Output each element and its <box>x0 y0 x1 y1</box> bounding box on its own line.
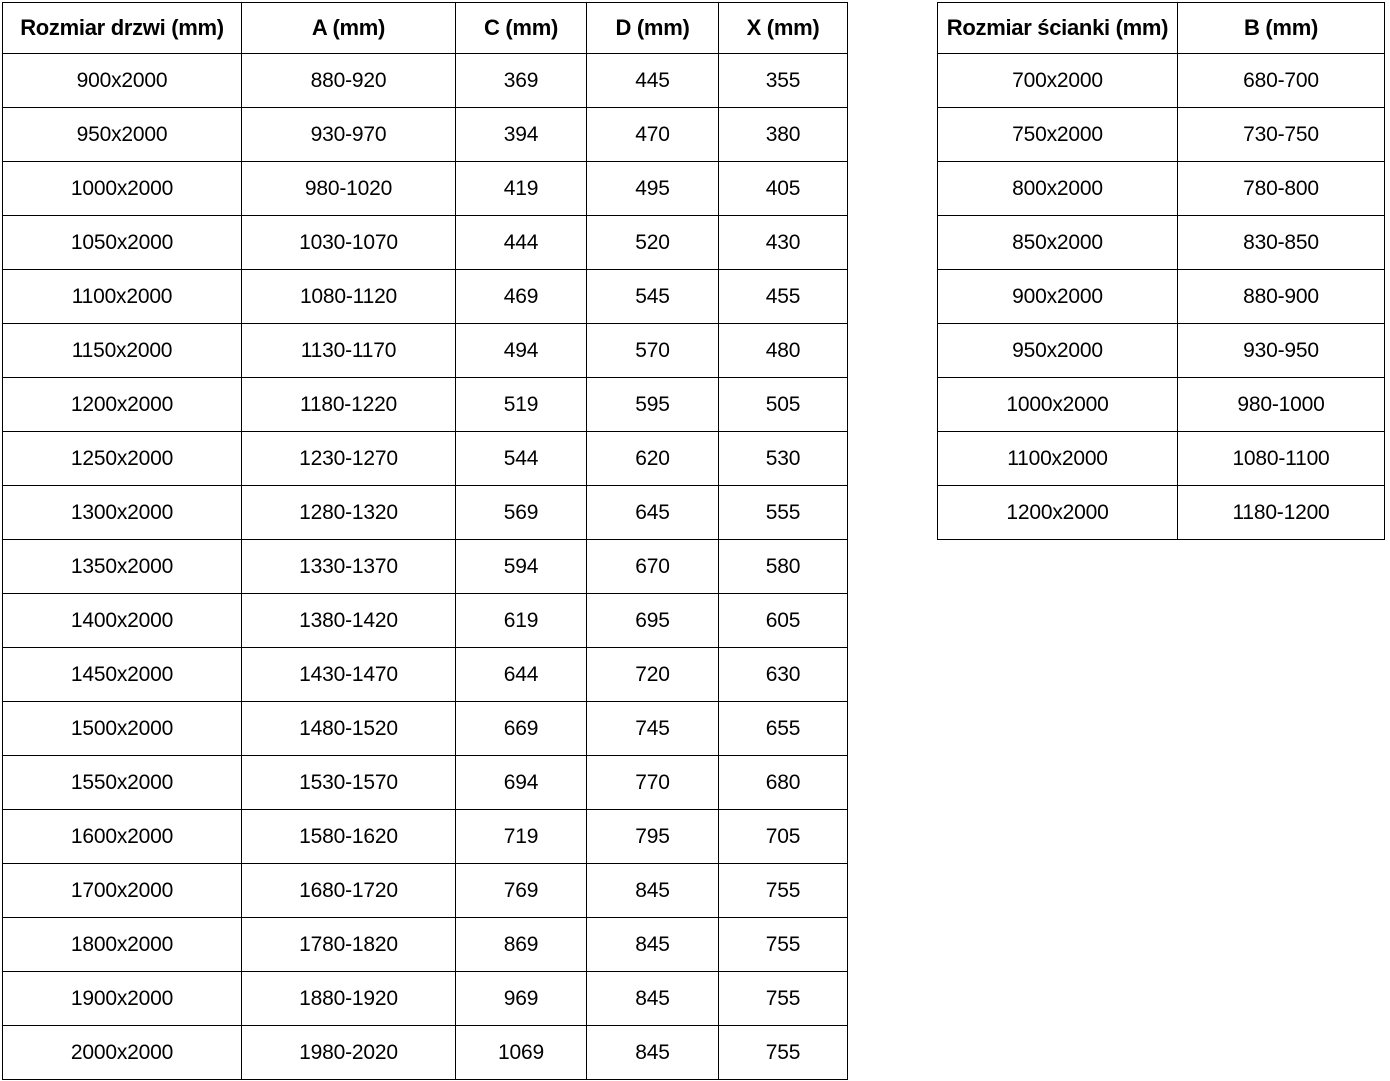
door-table-header-row <box>3 3 848 54</box>
table-cell: 1100x2000 <box>938 432 1178 486</box>
table-cell: 555 <box>719 486 848 540</box>
table-cell: 520 <box>587 216 719 270</box>
table-row <box>3 864 848 918</box>
table-row <box>3 540 848 594</box>
table-cell: 1530-1570 <box>242 756 456 810</box>
table-row <box>3 1026 848 1080</box>
table-row <box>938 486 1385 540</box>
table-row <box>3 756 848 810</box>
table-cell: 1050x2000 <box>3 216 242 270</box>
table-cell: 705 <box>719 810 848 864</box>
table-row <box>938 108 1385 162</box>
table-cell: 880-900 <box>1178 270 1385 324</box>
table-row <box>3 702 848 756</box>
table-cell: 494 <box>456 324 587 378</box>
table-cell: 1800x2000 <box>3 918 242 972</box>
table-cell: 845 <box>587 864 719 918</box>
table-cell: 900x2000 <box>938 270 1178 324</box>
column-header: C (mm) <box>456 3 587 54</box>
table-cell: 800x2000 <box>938 162 1178 216</box>
table-row <box>3 432 848 486</box>
table-row <box>938 432 1385 486</box>
table-cell: 1130-1170 <box>242 324 456 378</box>
table-cell: 444 <box>456 216 587 270</box>
door-dimensions-table <box>2 2 848 1080</box>
table-cell: 430 <box>719 216 848 270</box>
table-cell: 1900x2000 <box>3 972 242 1026</box>
table-cell: 755 <box>719 972 848 1026</box>
table-cell: 394 <box>456 108 587 162</box>
table-cell: 594 <box>456 540 587 594</box>
table-cell: 850x2000 <box>938 216 1178 270</box>
table-cell: 1180-1200 <box>1178 486 1385 540</box>
table-cell: 1200x2000 <box>3 378 242 432</box>
table-row <box>3 270 848 324</box>
table-cell: 1600x2000 <box>3 810 242 864</box>
table-cell: 1280-1320 <box>242 486 456 540</box>
column-header: Rozmiar ścianki (mm) <box>938 3 1178 54</box>
table-row <box>3 216 848 270</box>
table-cell: 1700x2000 <box>3 864 242 918</box>
table-cell: 419 <box>456 162 587 216</box>
table-cell: 830-850 <box>1178 216 1385 270</box>
table-cell: 669 <box>456 702 587 756</box>
table-row <box>3 108 848 162</box>
column-header: B (mm) <box>1178 3 1385 54</box>
table-cell: 1500x2000 <box>3 702 242 756</box>
table-row <box>3 486 848 540</box>
table-cell: 845 <box>587 972 719 1026</box>
table-cell: 1580-1620 <box>242 810 456 864</box>
dimension-tables <box>2 2 1390 1080</box>
table-cell: 455 <box>719 270 848 324</box>
table-cell: 519 <box>456 378 587 432</box>
table-cell: 2000x2000 <box>3 1026 242 1080</box>
table-cell: 630 <box>719 648 848 702</box>
table-cell: 950x2000 <box>3 108 242 162</box>
table-cell: 580 <box>719 540 848 594</box>
table-cell: 670 <box>587 540 719 594</box>
table-cell: 545 <box>587 270 719 324</box>
table-cell: 1550x2000 <box>3 756 242 810</box>
table-cell: 1000x2000 <box>3 162 242 216</box>
table-cell: 1180-1220 <box>242 378 456 432</box>
table-cell: 755 <box>719 918 848 972</box>
wall-dimensions-table <box>937 2 1385 540</box>
table-cell: 695 <box>587 594 719 648</box>
table-row <box>3 810 848 864</box>
table-row <box>3 378 848 432</box>
table-cell: 569 <box>456 486 587 540</box>
table-cell: 930-950 <box>1178 324 1385 378</box>
table-cell: 469 <box>456 270 587 324</box>
table-cell: 1250x2000 <box>3 432 242 486</box>
table-cell: 869 <box>456 918 587 972</box>
table-cell: 605 <box>719 594 848 648</box>
table-cell: 1450x2000 <box>3 648 242 702</box>
table-cell: 680 <box>719 756 848 810</box>
table-row <box>938 324 1385 378</box>
table-cell: 1150x2000 <box>3 324 242 378</box>
table-cell: 755 <box>719 864 848 918</box>
table-cell: 1780-1820 <box>242 918 456 972</box>
table-cell: 480 <box>719 324 848 378</box>
column-header: X (mm) <box>719 3 848 54</box>
table-cell: 755 <box>719 1026 848 1080</box>
table-row <box>938 270 1385 324</box>
table-row <box>3 54 848 108</box>
table-cell: 1430-1470 <box>242 648 456 702</box>
table-cell: 694 <box>456 756 587 810</box>
table-row <box>3 324 848 378</box>
table-row <box>3 162 848 216</box>
table-cell: 950x2000 <box>938 324 1178 378</box>
table-row <box>3 594 848 648</box>
column-header: A (mm) <box>242 3 456 54</box>
table-row <box>3 972 848 1026</box>
table-row <box>938 54 1385 108</box>
table-cell: 1350x2000 <box>3 540 242 594</box>
table-cell: 1080-1120 <box>242 270 456 324</box>
table-cell: 355 <box>719 54 848 108</box>
table-cell: 770 <box>587 756 719 810</box>
table-cell: 1300x2000 <box>3 486 242 540</box>
table-cell: 495 <box>587 162 719 216</box>
table-cell: 980-1000 <box>1178 378 1385 432</box>
table-cell: 1030-1070 <box>242 216 456 270</box>
table-cell: 730-750 <box>1178 108 1385 162</box>
table-cell: 780-800 <box>1178 162 1385 216</box>
table-cell: 795 <box>587 810 719 864</box>
table-cell: 845 <box>587 918 719 972</box>
wall-table-body <box>938 54 1385 540</box>
table-cell: 1480-1520 <box>242 702 456 756</box>
table-row <box>3 648 848 702</box>
table-cell: 445 <box>587 54 719 108</box>
table-cell: 745 <box>587 702 719 756</box>
table-cell: 900x2000 <box>3 54 242 108</box>
table-row <box>938 162 1385 216</box>
table-cell: 969 <box>456 972 587 1026</box>
table-cell: 680-700 <box>1178 54 1385 108</box>
table-cell: 1000x2000 <box>938 378 1178 432</box>
table-cell: 750x2000 <box>938 108 1178 162</box>
table-cell: 645 <box>587 486 719 540</box>
table-cell: 1330-1370 <box>242 540 456 594</box>
table-cell: 1080-1100 <box>1178 432 1385 486</box>
table-cell: 1069 <box>456 1026 587 1080</box>
table-cell: 530 <box>719 432 848 486</box>
column-header: D (mm) <box>587 3 719 54</box>
table-cell: 880-920 <box>242 54 456 108</box>
table-cell: 1680-1720 <box>242 864 456 918</box>
table-cell: 470 <box>587 108 719 162</box>
table-cell: 405 <box>719 162 848 216</box>
table-cell: 980-1020 <box>242 162 456 216</box>
table-cell: 380 <box>719 108 848 162</box>
table-row <box>3 918 848 972</box>
table-cell: 1230-1270 <box>242 432 456 486</box>
table-cell: 769 <box>456 864 587 918</box>
table-cell: 720 <box>587 648 719 702</box>
table-cell: 595 <box>587 378 719 432</box>
table-cell: 1200x2000 <box>938 486 1178 540</box>
table-cell: 700x2000 <box>938 54 1178 108</box>
table-cell: 620 <box>587 432 719 486</box>
table-cell: 1400x2000 <box>3 594 242 648</box>
table-cell: 570 <box>587 324 719 378</box>
table-row <box>938 216 1385 270</box>
table-cell: 644 <box>456 648 587 702</box>
table-row <box>938 378 1385 432</box>
column-header: Rozmiar drzwi (mm) <box>3 3 242 54</box>
table-cell: 1380-1420 <box>242 594 456 648</box>
wall-table-header-row <box>938 3 1385 54</box>
table-cell: 845 <box>587 1026 719 1080</box>
table-cell: 930-970 <box>242 108 456 162</box>
table-cell: 719 <box>456 810 587 864</box>
table-cell: 655 <box>719 702 848 756</box>
door-table-body <box>3 54 848 1080</box>
table-cell: 619 <box>456 594 587 648</box>
table-cell: 505 <box>719 378 848 432</box>
table-cell: 369 <box>456 54 587 108</box>
table-cell: 1100x2000 <box>3 270 242 324</box>
table-cell: 1980-2020 <box>242 1026 456 1080</box>
table-cell: 544 <box>456 432 587 486</box>
table-cell: 1880-1920 <box>242 972 456 1026</box>
